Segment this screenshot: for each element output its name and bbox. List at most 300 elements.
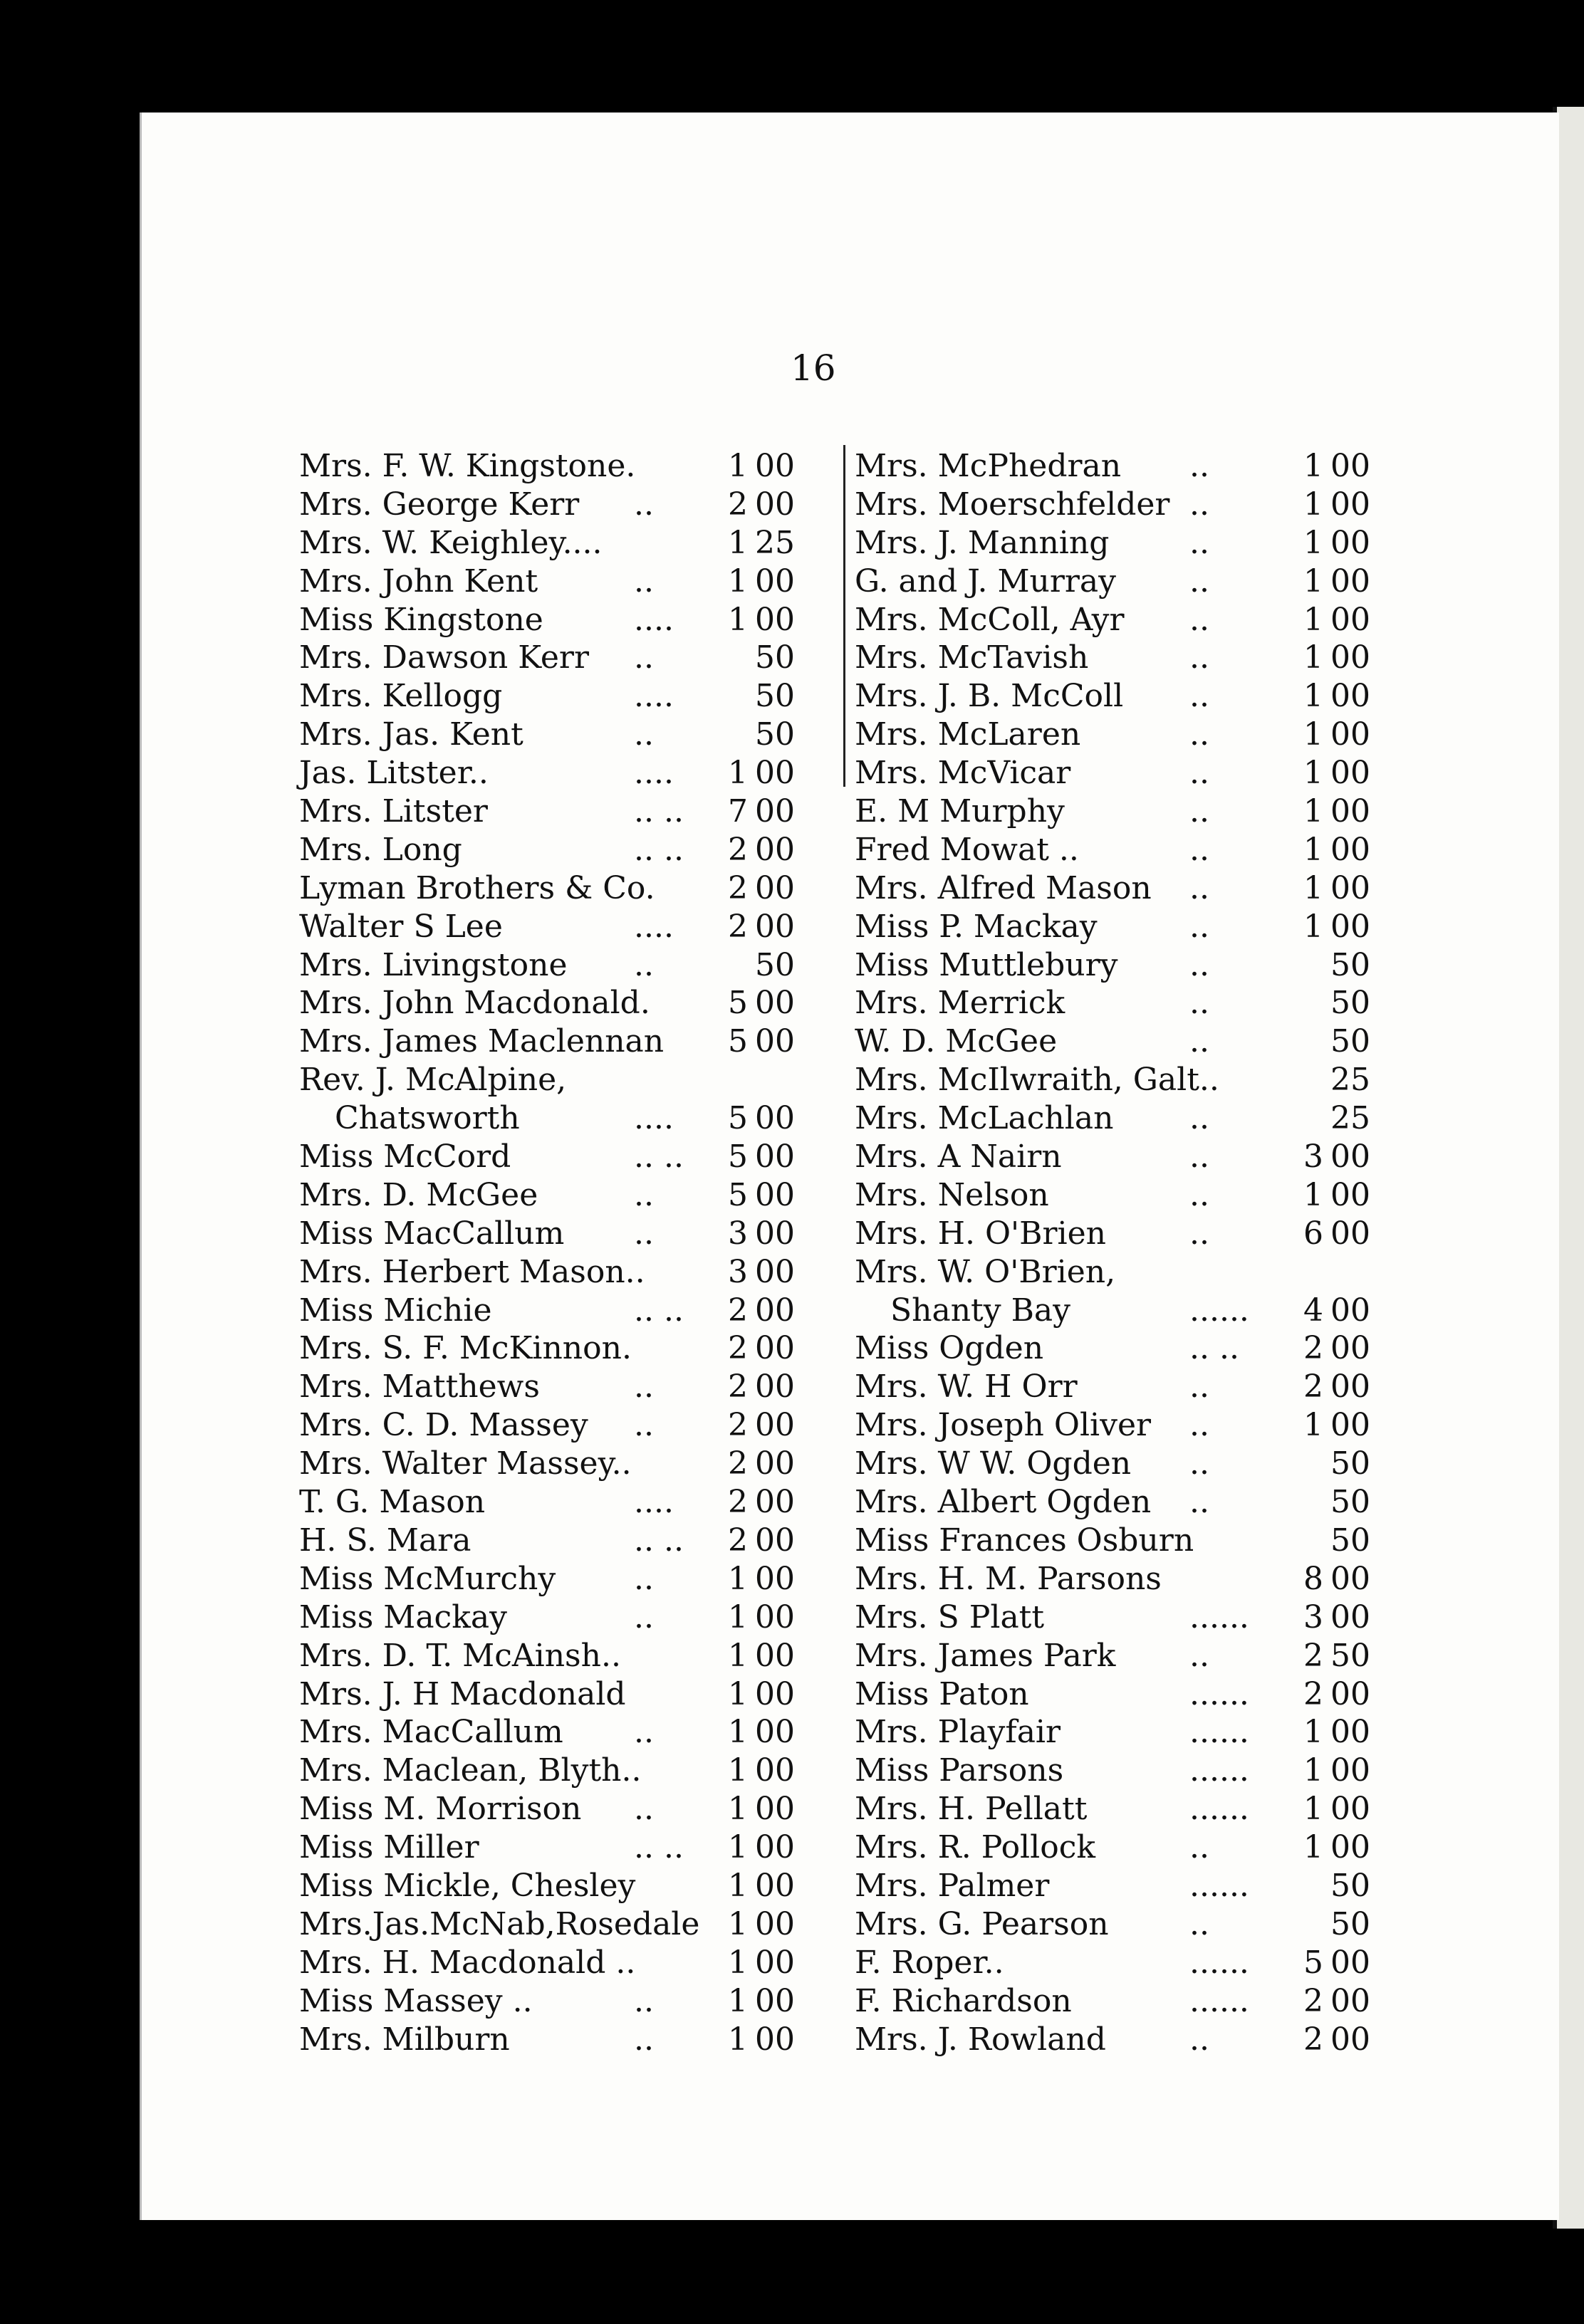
leader-dots: ...... [1189,1982,1249,2019]
leader-dots: .. [634,716,654,753]
donor-name: Chatsworth [335,1100,520,1137]
leader-dots: .. [1189,1905,1209,1942]
amount-cents: 50 [1330,1905,1370,1942]
leader-dots: .. [634,1560,654,1597]
donor-row [299,1867,840,1905]
amount-dollars: 1 [1303,1407,1323,1444]
leader-dots: .. [634,1407,654,1444]
amount-cents: 00 [755,1637,795,1674]
leader-dots: .. [1189,831,1209,868]
donor-row [299,831,840,869]
leader-dots: .. [1189,1176,1209,1213]
donor-row [855,1790,1396,1828]
donor-row [299,1176,840,1215]
donor-name: Mrs. J. B. McColl [855,678,1124,715]
donor-name: Mrs. Albert Ogden [855,1484,1152,1521]
amount-dollars: 1 [728,1905,748,1942]
amount-cents: 00 [755,1714,795,1751]
donor-name: Mrs. McTavish [855,639,1089,676]
leader-dots: .. [1189,448,1209,484]
leader-dots: .. [634,1598,654,1635]
donor-row [299,1368,840,1406]
donor-row [299,1022,840,1061]
donor-row [299,1675,840,1714]
donor-row [299,1329,840,1368]
donor-name: Mrs. McIlwraith, Galt.. [855,1062,1219,1099]
donor-row [299,792,840,831]
donor-row [855,1099,1396,1138]
leader-dots: .. .. [1189,1330,1239,1367]
donor-row [299,677,840,716]
amount-cents: 00 [1330,1829,1370,1866]
amount-dollars: 1 [728,1675,748,1712]
donor-row [855,1445,1396,1483]
amount-dollars: 2 [1303,1368,1323,1406]
amount-cents: 00 [1330,1176,1370,1213]
amount-dollars: 1 [1303,639,1323,676]
donor-row [299,1560,840,1598]
leader-dots: ...... [1189,1791,1249,1828]
donor-row [299,447,840,486]
donor-name: Mrs. Moerschfelder [855,486,1170,523]
amount-cents: 00 [1330,1139,1370,1176]
donor-row [855,1752,1396,1790]
donor-name: Miss McCord [299,1139,511,1176]
amount-cents: 00 [755,1100,795,1137]
amount-dollars: 1 [728,601,748,638]
leader-dots: .. .. [634,1829,684,1866]
donor-row [855,1368,1396,1406]
amount-dollars: 7 [728,793,748,830]
donor-name: Mrs. D. T. McAinsh.. [299,1637,621,1674]
amount-dollars: 1 [1303,716,1323,753]
donor-name: Miss Miller [299,1829,479,1866]
amount-dollars: 3 [728,1253,748,1290]
amount-dollars: 6 [1303,1215,1323,1252]
amount-dollars: 1 [1303,524,1323,561]
leader-dots: .. [634,946,654,983]
amount-dollars: 2 [728,1330,748,1367]
donor-row [299,1099,840,1138]
donor-name: Mrs. Playfair [855,1714,1061,1751]
leader-dots: ...... [1189,1944,1249,1981]
amount-cents: 50 [1330,985,1370,1022]
leader-dots: .... [634,1100,674,1137]
amount-cents: 00 [1330,1714,1370,1751]
donor-row [299,754,840,792]
amount-cents: 00 [1330,1215,1370,1252]
amount-dollars: 1 [728,1982,748,2019]
leader-dots: .. .. [634,793,684,830]
amount-dollars: 2 [1303,1675,1323,1712]
amount-cents: 00 [755,1791,795,1828]
amount-dollars: 1 [1303,1176,1323,1213]
amount-cents: 00 [1330,793,1370,830]
leader-dots: ...... [1189,1752,1249,1789]
leader-dots: .. [1189,486,1209,523]
amount-cents: 00 [1330,562,1370,600]
leader-dots: .. [634,1215,654,1252]
leader-dots: .. .. [634,831,684,868]
amount-dollars: 2 [728,486,748,523]
amount-dollars: 1 [1303,831,1323,868]
donor-name: F. Richardson [855,1982,1072,2019]
donor-name: Mrs. Alfred Mason [855,869,1152,906]
amount-dollars: 1 [728,1598,748,1635]
leader-dots: .. [1189,908,1209,945]
donor-name: Mrs. W. Keighley.... [299,524,603,561]
donor-name: Mrs. R. Pollock [855,1829,1095,1866]
donor-name: Mrs. James Park [855,1637,1116,1674]
donor-name: E. M Murphy [855,793,1065,830]
amount-dollars: 3 [1303,1139,1323,1176]
donor-name: Mrs. McLachlan [855,1100,1114,1137]
donor-name: Mrs. McPhedran [855,448,1122,484]
amount-cents: 50 [755,946,795,983]
amount-cents: 50 [1330,1637,1370,1674]
amount-cents: 00 [755,1522,795,1559]
donor-row [855,1560,1396,1598]
donor-row [299,984,840,1022]
donor-name: Miss P. Mackay [855,908,1098,945]
amount-cents: 50 [1330,1445,1370,1482]
donor-name: Mrs. G. Pearson [855,1905,1109,1942]
donor-name: Mrs.Jas.McNab,Rosedale [299,1905,700,1942]
donor-row [855,984,1396,1022]
leader-dots: ...... [1189,1292,1249,1329]
leader-dots: .. [1189,678,1209,715]
donor-row [299,639,840,677]
amount-dollars: 1 [728,524,748,561]
donor-name: H. S. Mara [299,1522,471,1559]
amount-dollars: 2 [1303,2021,1323,2058]
amount-dollars: 5 [728,1139,748,1176]
leader-dots: .. [1189,985,1209,1022]
amount-dollars: 1 [728,2021,748,2058]
amount-cents: 00 [1330,448,1370,484]
amount-dollars: 2 [1303,1330,1323,1367]
donor-name: Mrs. Joseph Oliver [855,1407,1152,1444]
amount-dollars: 1 [1303,448,1323,484]
amount-cents: 00 [1330,755,1370,792]
amount-dollars: 1 [1303,486,1323,523]
donor-row [855,716,1396,754]
leader-dots: .. [1189,524,1209,561]
amount-cents: 00 [755,448,795,484]
amount-dollars: 2 [728,1484,748,1521]
donor-name: Miss Mickle, Chesley [299,1867,636,1904]
amount-cents: 00 [1330,678,1370,715]
leader-dots: ...... [1189,1598,1249,1635]
leader-dots: .. [634,1714,654,1751]
amount-dollars: 3 [1303,1598,1323,1635]
amount-cents: 00 [755,1176,795,1213]
amount-cents: 25 [755,524,795,561]
amount-dollars: 1 [728,1752,748,1789]
leader-dots: .. .. [634,1292,684,1329]
donor-row [299,1713,840,1752]
donor-row [855,1215,1396,1253]
donor-name: Mrs. George Kerr [299,486,580,523]
donor-row [855,1637,1396,1675]
leader-dots: .... [634,908,674,945]
amount-dollars: 1 [728,1637,748,1674]
amount-cents: 00 [755,1253,795,1290]
leader-dots: .. [1189,755,1209,792]
donor-name: Miss Mackay [299,1598,507,1635]
donor-row [855,1713,1396,1752]
donor-name: Mrs. F. W. Kingstone. [299,448,636,484]
amount-cents: 00 [755,1829,795,1866]
donor-row [855,908,1396,946]
amount-cents: 00 [1330,524,1370,561]
amount-dollars: 4 [1303,1292,1323,1329]
donor-row [855,1138,1396,1176]
amount-cents: 00 [755,1944,795,1981]
donor-row [299,1598,840,1637]
donor-row [855,1828,1396,1867]
amount-cents: 00 [1330,716,1370,753]
amount-cents: 00 [755,1675,795,1712]
amount-dollars: 2 [1303,1637,1323,1674]
amount-cents: 50 [755,716,795,753]
donor-row [299,1982,840,2021]
amount-cents: 50 [1330,1484,1370,1521]
donor-name: Mrs. Maclean, Blyth.. [299,1752,642,1789]
donor-row [855,946,1396,985]
amount-cents: 00 [755,1445,795,1482]
donor-row [855,486,1396,524]
amount-cents: 00 [755,1752,795,1789]
leader-dots: .. [1189,1215,1209,1252]
amount-cents: 00 [1330,1982,1370,2019]
donor-name: Mrs. Nelson [855,1176,1049,1213]
donor-row [855,562,1396,601]
amount-cents: 00 [1330,486,1370,523]
amount-cents: 00 [755,755,795,792]
donor-row [855,831,1396,869]
amount-cents: 00 [755,793,795,830]
amount-dollars: 2 [728,1292,748,1329]
donor-row [299,908,840,946]
donor-row [855,1176,1396,1215]
donor-row [299,1061,840,1099]
amount-dollars: 2 [728,1368,748,1406]
donor-name: Mrs. J. Rowland [855,2021,1106,2058]
amount-cents: 00 [755,1215,795,1252]
amount-cents: 00 [755,486,795,523]
donor-name: Mrs. S. F. McKinnon. [299,1330,632,1367]
donor-name: Mrs. McColl, Ayr [855,601,1125,638]
amount-dollars: 2 [728,908,748,945]
donor-row [299,1253,840,1292]
leader-dots: .. [1189,1829,1209,1866]
donor-name: Mrs. John Kent [299,562,538,600]
donor-name: Mrs. Milburn [299,2021,510,2058]
amount-dollars: 5 [728,1100,748,1137]
donor-row [299,1905,840,1944]
donor-name: Miss Muttlebury [855,946,1118,983]
donor-row [855,1483,1396,1522]
donor-row [299,1790,840,1828]
donor-row [855,1253,1396,1292]
amount-dollars: 1 [1303,678,1323,715]
donor-row [299,1138,840,1176]
amount-dollars: 1 [728,1944,748,1981]
leader-dots: .. [1189,1139,1209,1176]
donor-name: Mrs. Jas. Kent [299,716,523,753]
amount-cents: 00 [1330,1330,1370,1367]
amount-cents: 00 [755,1484,795,1521]
amount-dollars: 1 [1303,601,1323,638]
donor-name: Mrs. McVicar [855,755,1071,792]
donor-name: Mrs. Kellogg [299,678,503,715]
amount-dollars: 5 [728,985,748,1022]
donor-row [855,1944,1396,1982]
donor-name: Mrs. W W. Ogden [855,1445,1132,1482]
donor-row [299,1215,840,1253]
amount-cents: 00 [1330,1407,1370,1444]
amount-dollars: 1 [1303,755,1323,792]
amount-cents: 50 [755,678,795,715]
leader-dots: .. [634,1791,654,1828]
donor-name: Fred Mowat .. [855,831,1079,868]
amount-dollars: 5 [728,1176,748,1213]
donor-name: Mrs. H. Pellatt [855,1791,1088,1828]
amount-dollars: 2 [728,1445,748,1482]
leader-dots: .. [1189,562,1209,600]
leader-dots: .. [1189,639,1209,676]
amount-dollars: 2 [728,1407,748,1444]
right-donor-column [855,447,1396,2058]
donor-row [855,601,1396,639]
amount-cents: 00 [1330,1944,1370,1981]
donor-name: Mrs. C. D. Massey [299,1407,588,1444]
amount-cents: 25 [1330,1062,1370,1099]
donor-row [855,1061,1396,1099]
donor-row [855,869,1396,908]
donor-row [855,1982,1396,2021]
amount-cents: 00 [755,1368,795,1406]
amount-cents: 00 [755,1292,795,1329]
amount-cents: 00 [755,601,795,638]
amount-dollars: 2 [1303,1982,1323,2019]
leader-dots: .. [634,486,654,523]
donor-name: Mrs. Litster [299,793,488,830]
donor-row [299,1445,840,1483]
amount-cents: 00 [755,562,795,600]
leader-dots: .. [1189,1637,1209,1674]
amount-cents: 00 [755,985,795,1022]
donor-name: Mrs. A Nairn [855,1139,1062,1176]
leader-dots: .. [1189,1023,1209,1060]
amount-dollars: 1 [1303,1752,1323,1789]
donor-row [855,1675,1396,1714]
amount-cents: 50 [1330,1522,1370,1559]
donor-row [299,1752,840,1790]
leader-dots: .. [1189,1100,1209,1137]
amount-cents: 00 [755,1407,795,1444]
donor-name: Lyman Brothers & Co. [299,869,655,906]
amount-cents: 00 [755,831,795,868]
leader-dots: .. [634,639,654,676]
donor-name: F. Roper.. [855,1944,1004,1981]
donor-name: Miss Parsons [855,1752,1064,1789]
leader-dots: .. [1189,793,1209,830]
amount-cents: 00 [1330,1292,1370,1329]
donor-name: Jas. Litster.. [299,755,489,792]
amount-dollars: 1 [728,1560,748,1597]
donor-row [299,562,840,601]
amount-dollars: 3 [728,1215,748,1252]
leader-dots: .. [634,1176,654,1213]
amount-cents: 50 [1330,1023,1370,1060]
donor-row [855,1329,1396,1368]
donor-name: Mrs. J. H Macdonald [299,1675,626,1712]
donor-name: Mrs. John Macdonald. [299,985,650,1022]
leader-dots: ...... [1189,1867,1249,1904]
donor-name: Mrs. Palmer [855,1867,1050,1904]
amount-cents: 00 [755,1023,795,1060]
leader-dots: .. [1189,2021,1209,2058]
donor-name: Mrs. W. O'Brien, [855,1253,1116,1290]
leader-dots: ...... [1189,1675,1249,1712]
amount-cents: 50 [1330,1867,1370,1904]
donor-row [855,1292,1396,1330]
amount-cents: 00 [755,1560,795,1597]
donor-name: Mrs. Livingstone [299,946,568,983]
donor-name: Walter S Lee [299,908,503,945]
donor-row [299,946,840,985]
donor-name: Mrs. Herbert Mason.. [299,1253,645,1290]
leader-dots: .... [634,678,674,715]
donor-name: Miss M. Morrison [299,1791,582,1828]
donor-name: Mrs. J. Manning [855,524,1110,561]
donor-row [855,677,1396,716]
donor-name: G. and J. Murray [855,562,1117,600]
donor-name: Mrs. Matthews [299,1368,540,1406]
amount-dollars: 1 [1303,1714,1323,1751]
amount-cents: 00 [755,1867,795,1904]
donor-row [299,1637,840,1675]
amount-dollars: 1 [728,448,748,484]
amount-cents: 00 [755,1598,795,1635]
donor-row [855,2021,1396,2059]
donor-row [855,1905,1396,1944]
donor-name: Miss Paton [855,1675,1029,1712]
donor-name: Miss Michie [299,1292,492,1329]
amount-cents: 00 [1330,869,1370,906]
amount-dollars: 1 [1303,908,1323,945]
amount-cents: 00 [755,1982,795,2019]
donor-row [855,1598,1396,1637]
amount-cents: 00 [755,2021,795,2058]
donor-name: Miss McMurchy [299,1560,556,1597]
donor-row [299,1522,840,1560]
donor-name: Mrs. Dawson Kerr [299,639,589,676]
leader-dots: ...... [1189,1714,1249,1751]
amount-cents: 00 [755,869,795,906]
left-donor-column [299,447,840,2058]
leader-dots: .... [634,755,674,792]
donor-row [299,1483,840,1522]
amount-cents: 00 [1330,1560,1370,1597]
donor-row [855,524,1396,562]
leader-dots: .. [634,562,654,600]
page-number: 16 [791,347,836,389]
donor-name: Mrs. H. M. Parsons [855,1560,1162,1597]
amount-dollars: 1 [1303,1791,1323,1828]
